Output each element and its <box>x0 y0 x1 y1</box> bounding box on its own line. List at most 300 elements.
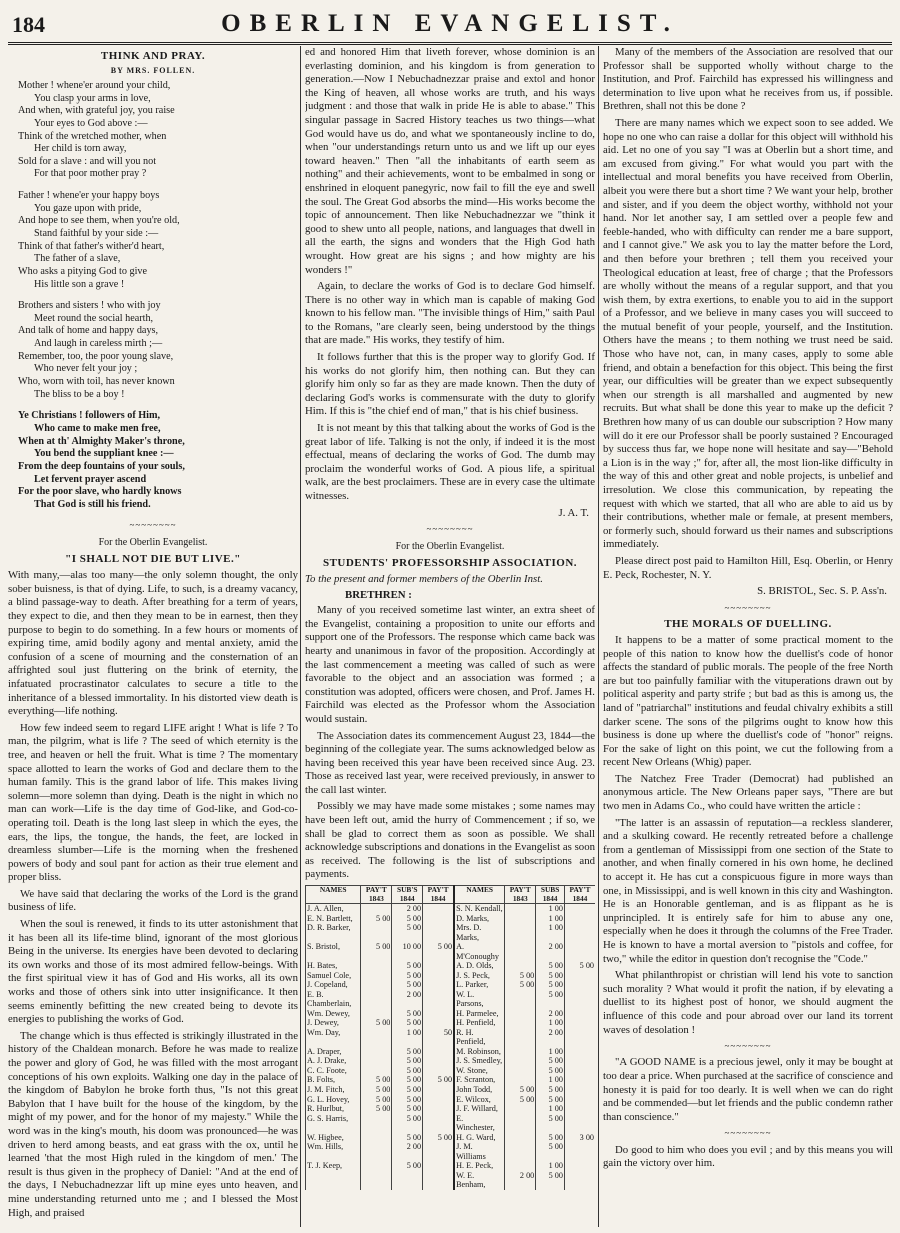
table-cell <box>505 1142 536 1161</box>
table-cell: 5 00 <box>505 1095 536 1105</box>
table-cell: 5 00 <box>361 914 392 924</box>
table-row <box>306 914 596 924</box>
table-cell: D. Marks, <box>454 914 505 924</box>
poem-line: Her child is torn away, <box>34 143 127 155</box>
masthead <box>8 8 892 45</box>
article1-credit: For the Oberlin Evangelist. <box>98 536 208 548</box>
paragraph: It is not meant by this that talking about the works of God is the great labor of life. Talking is not the only, if indeed it is the most effectual, means of declaring the works of God. The dumb may proclaim the wonderful works of God. A pious life, a spiritual walk, are the best proclaimers. These are in every case the ultimate witnesses. <box>305 422 595 502</box>
subscriptions-table-body <box>306 904 596 1190</box>
table-cell: 2 00 <box>392 1142 423 1161</box>
table-cell: J. A. Allen, <box>306 904 361 914</box>
table-cell <box>505 1161 536 1171</box>
table-cell <box>361 1066 392 1076</box>
table-cell <box>505 1047 536 1057</box>
table-cell <box>564 1075 595 1085</box>
table-cell: 1 00 <box>536 1104 565 1114</box>
article3-title: THE MORALS OF DUELLING. <box>664 618 832 631</box>
poem-line: You clasp your arms in love, <box>34 92 151 104</box>
table-cell <box>423 1085 454 1095</box>
table-cell: 5 00 <box>536 971 565 981</box>
table-cell: W. L. Parsons, <box>454 990 505 1009</box>
table-cell: 5 00 <box>536 961 565 971</box>
table-cell: J. S. Smedley, <box>454 1056 505 1066</box>
table-cell: 5 00 <box>536 1085 565 1095</box>
table-cell: 5 00 <box>392 971 423 981</box>
table-cell: 5 00 <box>505 980 536 990</box>
table-cell: A. D. Olds, <box>454 961 505 971</box>
table-cell: 5 00 <box>423 942 454 961</box>
table-cell <box>361 1056 392 1066</box>
table-cell: E. B. Chamberlain, <box>306 990 361 1009</box>
table-cell <box>361 980 392 990</box>
table-cell <box>361 923 392 942</box>
table-cell: 5 00 <box>505 1085 536 1095</box>
table-cell <box>505 1133 536 1143</box>
table-cell <box>564 1066 595 1076</box>
column-header: PAY'T 1843 <box>505 886 536 904</box>
table-cell <box>505 942 536 961</box>
article2-greeting: To the present and former members of the Oberlin Inst. <box>305 572 543 585</box>
table-cell <box>423 1056 454 1066</box>
table-cell <box>564 1009 595 1019</box>
column-header: SUB'S 1844 <box>392 886 423 904</box>
table-cell: R. H. Penfield, <box>454 1028 505 1047</box>
table-cell <box>564 1047 595 1057</box>
table-cell: 3 00 <box>564 1133 595 1143</box>
table-cell <box>564 1114 595 1133</box>
table-cell <box>423 961 454 971</box>
paragraph: It happens to be a matter of some practical moment to the people of this nation to know how the duellist's code of honor affects the standard of public morals. The people of the free North are but too painfully familiar with the vituperations drawn out by political asperity and party strife ; but bad as this is among us, the land of "patriarchal" institutions and feudal chivalry exhibits a still darker scene. The sons of the pilgrims ought to know how this business is done up where the duellist's code of "honor" reigns. For the sake of light on this point, we cut the following from a recent New Orleans (Whig) paper. <box>603 633 893 769</box>
table-cell: 5 00 <box>392 1161 423 1171</box>
table-cell <box>505 1066 536 1076</box>
article2-title: STUDENTS' PROFESSORSHIP ASSOCIATION. <box>322 557 578 570</box>
paragraph: What philanthropist or christian will lend his vote to sanction such morality ? What would it profit the nation, if by elevating a duellist to its highest post of honor, we should augment the influence of this code and pour abroad over our land its torrent waves of desolation ! <box>603 969 893 1036</box>
table-cell <box>564 1028 595 1047</box>
table-cell <box>361 1009 392 1019</box>
table-cell: 5 00 <box>392 1095 423 1105</box>
table-cell: 5 00 <box>392 1133 423 1143</box>
paragraph: Please direct post paid to Hamilton Hill, Esq. Oberlin, or Henry E. Peck, Rochester, N. Y. <box>603 554 893 581</box>
table-cell: 2 00 <box>392 904 423 914</box>
table-row <box>306 961 596 971</box>
table-cell <box>361 904 392 914</box>
table-cell: A. Draper, <box>306 1047 361 1057</box>
poem-line: You gaze upon with pride, <box>34 202 142 214</box>
poem-line: That God is still his friend. <box>34 498 151 510</box>
column-3 <box>603 46 893 1227</box>
table-row <box>306 1085 596 1095</box>
paragraph: "The latter is an assassin of reputation—a reckless slanderer, and a skulking coward. He recently retreated before a challenge from a gentleman of Mississippi from one section of the State to another, and when finally cornered in his own home, he declined to accept it. He has cut a conspicuous figure in more ways than one, in Mississippi, and is well known in this city and Washington. He is an Honorable gentleman, and is as flippant as he is unprincipled. It is entirely safe for him to abuse any one, especially when he does it through the columns of the Free Trader. He is known to have a mortal aversion to "pistols and coffee, for two," while the editor in question don't recognise the "Code." <box>603 816 893 965</box>
table-cell <box>564 990 595 1009</box>
table-cell: 1 00 <box>536 1018 565 1028</box>
poem-line: His little son a grave ! <box>34 278 125 290</box>
table-cell <box>423 1161 454 1171</box>
table-row <box>306 1142 596 1161</box>
table-cell: W. Higbee, <box>306 1133 361 1143</box>
subscriptions-table <box>305 885 595 1190</box>
table-cell: 5 00 <box>423 1075 454 1085</box>
poem-line: And hope to see them, when you're old, <box>18 215 180 227</box>
table-cell <box>423 1104 454 1114</box>
table-cell <box>505 961 536 971</box>
table-cell <box>564 1142 595 1161</box>
poem-line: When at th' Almighty Maker's throne, <box>18 435 185 447</box>
table-row <box>306 980 596 990</box>
table-cell: Wm. Hills, <box>306 1142 361 1161</box>
poem-line: Who asks a pitying God to give <box>18 265 148 277</box>
table-cell: 1 00 <box>536 1161 565 1171</box>
poem-title: THINK AND PRAY. <box>100 50 206 62</box>
table-cell: 5 00 <box>392 1114 423 1133</box>
table-cell <box>423 1066 454 1076</box>
table-cell <box>505 1018 536 1028</box>
table-cell: 5 00 <box>536 1171 565 1190</box>
table-cell <box>423 1018 454 1028</box>
table-cell <box>564 1095 595 1105</box>
table-cell <box>505 1075 536 1085</box>
table-cell: 5 00 <box>392 980 423 990</box>
poem-line: Your eyes to God above :— <box>34 117 148 129</box>
poem-line: Meet round the social hearth, <box>34 312 154 324</box>
table-cell <box>361 1028 392 1047</box>
newspaper-title: OBERLIN EVANGELIST. <box>221 10 679 37</box>
table-cell <box>423 1171 454 1190</box>
table-cell: Mrs. D. Marks, <box>454 923 505 942</box>
separator: ~~~~~~~~ <box>426 524 474 535</box>
separator: ~~~~~~~~ <box>724 1128 772 1139</box>
poem-line: Mother ! whene'er around your child, <box>18 79 171 91</box>
table-cell <box>505 1009 536 1019</box>
table-cell: 5 00 <box>536 980 565 990</box>
table-cell: 1 00 <box>392 1028 423 1047</box>
column-2 <box>305 46 595 1227</box>
table-cell: 1 00 <box>536 1075 565 1085</box>
table-cell: 2 00 <box>536 1028 565 1047</box>
table-cell <box>423 1009 454 1019</box>
table-row <box>306 1075 596 1085</box>
table-cell: 5 00 <box>505 971 536 981</box>
table-cell: B. Folts, <box>306 1075 361 1085</box>
column-1 <box>8 46 298 1227</box>
table-cell: 5 00 <box>361 1104 392 1114</box>
table-cell: J. Dewey, <box>306 1018 361 1028</box>
table-cell: 5 00 <box>423 1133 454 1143</box>
table-cell: 5 00 <box>392 914 423 924</box>
poem-line: You bend the suppliant knee :— <box>34 448 174 460</box>
table-cell: 5 00 <box>361 1018 392 1028</box>
table-row <box>306 904 596 914</box>
article1-title: "I SHALL NOT DIE BUT LIVE." <box>65 553 241 566</box>
column-header: PAY'T 1844 <box>423 886 454 904</box>
column-header: NAMES <box>454 886 505 904</box>
table-cell <box>423 923 454 942</box>
paragraph: ed and honored Him that liveth forever, whose dominion is an everlasting dominion, and his kingdom is from generation to generation.—Now I Nebuchadnezzar praise and extol and honor the King of heaven, all whose works are truth, and his ways judgment : and those that walk in pride He is able to abase." This singular passage in Sacred History teaches us two things—what God would have us do, and what we spontaneously incline to do, when "our understandings return unto us and we lift up our eyes toward heaven." Then "all the inhabitants of earth seem as nothing" and their achievements, wont to be embalmed in song or enshrined in eloquent panegyric, now fail to fill the eye and swell the soul. The Great God absorbs the mind—His works become the topic of announcement. Then like Nebuchadnezzar we "think it good to shew unto all people, nations, and languages that dwell in all the earth, the signs and wonders that the High God hath wrought. How great are his signs ; and how mighty are his wonders !" <box>305 46 595 276</box>
table-cell: 5 00 <box>536 1056 565 1066</box>
table-cell <box>505 1114 536 1133</box>
table-cell: 5 00 <box>536 1095 565 1105</box>
table-cell: 50 <box>423 1028 454 1047</box>
paragraph: With many,—alas too many—the only solemn thought, the only sober buisness, is that of dying. Life, to such, is a dreamy vacancy, a blind passage-way to death. After breathing for a term of years, they expect to die, and then they mean to be in earnest, then they purpose to begin to do something. In a few hours or moments of expiring time, amid bodily agony and mental anxiety, amid the confusion of a scene of mourning and the consternation of an affrighted soul just fluttering on the brink of eternity, the infatuated procrastinator calculates to secure a title to the inheritance of a blessed immortality. In his distorted view death is everything—life nothing. <box>8 569 298 718</box>
paragraph: The Association dates its commencement August 23, 1844—the beginning of the collegiate year. The sums acknowledged below as having been received this year have been received since Aug. 23. Those as received last year, were received previously, in answer to the call last winter. <box>305 729 595 796</box>
poem-line: And when, with grateful joy, you raise <box>18 105 175 117</box>
table-cell: 1 00 <box>536 914 565 924</box>
table-cell: J. F. Willard, <box>454 1104 505 1114</box>
separator: ~~~~~~~~ <box>724 602 772 613</box>
table-cell: 5 00 <box>361 1095 392 1105</box>
separator: ~~~~~~~~ <box>129 520 177 531</box>
table-cell <box>505 990 536 1009</box>
paragraph: "A GOOD NAME is a precious jewel, only it may be bought at too dear a price. When purchased at the sacrifice of conscience and honesty it is paid for too dearly. It is well when we can do right and be commended—but let friends and the public condemn rather than conscience." <box>603 1056 893 1123</box>
poem-line: The bliss to be a boy ! <box>34 388 125 400</box>
table-cell <box>423 914 454 924</box>
paragraph: We have said that declaring the works of the Lord is the grand business of life. <box>8 887 298 914</box>
table-cell: R. Hurlbut, <box>306 1104 361 1114</box>
column-rule-1 <box>300 46 301 1227</box>
table-cell: H. Parmelee, <box>454 1009 505 1019</box>
table-cell <box>361 990 392 1009</box>
poem-stanza <box>8 410 298 511</box>
table-cell: 5 00 <box>361 942 392 961</box>
table-cell: 5 00 <box>564 961 595 971</box>
table-cell: E. Winchester, <box>454 1114 505 1133</box>
table-cell <box>423 1047 454 1057</box>
table-cell <box>423 990 454 1009</box>
table-cell: T. J. Keep, <box>306 1161 361 1171</box>
poem-line: For the poor slave, who hardly knows <box>18 486 182 498</box>
table-cell: 2 00 <box>392 990 423 1009</box>
poem-line: Who, worn with toil, has never known <box>18 376 175 388</box>
table-cell <box>564 904 595 914</box>
table-cell: H. E. Peck, <box>454 1161 505 1171</box>
table-cell: 2 00 <box>505 1171 536 1190</box>
poem-stanzas <box>8 80 298 512</box>
table-header-row <box>306 886 596 904</box>
table-row <box>306 990 596 1009</box>
table-row <box>306 1018 596 1028</box>
table-cell: 5 00 <box>392 1009 423 1019</box>
table-cell <box>423 1142 454 1161</box>
poem-line: Ye Christians ! followers of Him, <box>18 410 161 422</box>
page-number: 184 <box>12 12 45 37</box>
table-cell: 2 00 <box>536 1009 565 1019</box>
paragraph: Possibly we may have made some mistakes ; some names may have been left out, amid the hurry of Commencement ; if so, we shall be glad to correct them as soon as possible. We shall acknowledge subscriptions and donations in the Evangelist as soon as received. The following is the list of subscriptions and payments. <box>305 800 595 881</box>
table-cell <box>505 923 536 942</box>
poem-line: Think of that father's wither'd heart, <box>18 240 165 252</box>
table-cell <box>505 904 536 914</box>
table-cell <box>505 1028 536 1047</box>
table-cell: H. G. Ward, <box>454 1133 505 1143</box>
separator: ~~~~~~~~ <box>724 1041 772 1052</box>
paragraph: Many of the members of the Association are resolved that our Professor shall be supported wholly without charge to the Institution, and Prof. Fairchild has expressed his willingness and determination to live upon what he receives from us, if possible. Brethren, shall not this be done ? <box>603 46 893 113</box>
table-row <box>306 1114 596 1133</box>
table-cell: 5 00 <box>536 1066 565 1076</box>
table-row <box>306 1066 596 1076</box>
table-cell <box>361 1114 392 1133</box>
column-header: NAMES <box>306 886 361 904</box>
table-cell <box>361 1171 392 1190</box>
table-cell: 5 00 <box>392 923 423 942</box>
table-row <box>306 1095 596 1105</box>
table-cell: 5 00 <box>392 1075 423 1085</box>
poem-line: Who came to make men free, <box>34 422 161 434</box>
table-cell <box>361 961 392 971</box>
table-cell: 5 00 <box>536 1142 565 1161</box>
table-cell: 5 00 <box>392 1066 423 1076</box>
table-cell <box>423 1095 454 1105</box>
table-cell <box>423 980 454 990</box>
paragraph: The Natchez Free Trader (Democrat) had published an anonymous article. The New Orleans paper says, "There are but two men in Adams Co., who could have written the article : <box>603 772 893 813</box>
table-row <box>306 942 596 961</box>
table-cell: 1 00 <box>536 904 565 914</box>
table-cell <box>361 971 392 981</box>
table-cell <box>361 1133 392 1143</box>
table-row <box>306 1161 596 1171</box>
table-cell: D. R. Barker, <box>306 923 361 942</box>
poem-line: And talk of home and happy days, <box>18 325 159 337</box>
table-cell: 1 00 <box>536 1047 565 1057</box>
poem-line: The father of a slave, <box>34 253 121 265</box>
paragraph: How few indeed seem to regard LIFE aright ! What is life ? To man, the pilgrim, what is life ? The seed of which eternity is the tree, and heaven or hell the fruit. What is time ? The momentary space allotted to learn the works of God and declare them to the human family. This is the grand labor of life. This makes living solemn—more solemn than dying. Death is the night in which no man can work—Life is the day time of God-like, and God-co-operating toil. Death is the long last sleep in which the eyes, the ears, the lips, the tongue, the hands, the feet, are locked in dreamless slumber—Life is the morning when the freshened powers of body and soul pant for action as their true element and proper bliss. <box>8 721 298 884</box>
table-cell <box>361 1142 392 1161</box>
table-cell: Samuel Cole, <box>306 971 361 981</box>
table-row <box>306 1009 596 1019</box>
table-cell <box>564 1104 595 1114</box>
table-cell: C. C. Foote, <box>306 1066 361 1076</box>
table-cell <box>564 923 595 942</box>
article2-salutation: BRETHREN : <box>345 588 412 601</box>
table-cell: H. Penfield, <box>454 1018 505 1028</box>
table-cell <box>564 942 595 961</box>
table-cell: 5 00 <box>536 1133 565 1143</box>
table-cell: 2 00 <box>536 942 565 961</box>
poem-line: Who never felt your joy ; <box>34 363 138 375</box>
poem-line: Let fervent prayer ascend <box>34 473 147 485</box>
poem-line: For that poor mother pray ? <box>34 168 147 180</box>
paragraph: It follows further that this is the proper way to glorify God. If his works do not glorify him, then nothing can. But they can glorify him only so far as they are made known. Then the duty of declaring God's works is commensurate with the duty to glorify Him. If this is "the chief end of man," that is his chief business. <box>305 351 595 418</box>
table-cell: G. S. Harris, <box>306 1114 361 1133</box>
table-cell: John Todd, <box>454 1085 505 1095</box>
table-cell: 1 00 <box>536 923 565 942</box>
poem-line: Remember, too, the poor young slave, <box>18 350 174 362</box>
table-cell: 5 00 <box>392 1104 423 1114</box>
table-cell <box>505 914 536 924</box>
table-cell <box>361 1161 392 1171</box>
poem-line: Father ! whene'er your happy boys <box>18 190 160 202</box>
paragraph: Do good to him who does you evil ; and by this means you will gain the victory over him. <box>603 1143 893 1170</box>
table-cell <box>564 971 595 981</box>
table-cell <box>361 1047 392 1057</box>
table-cell: 5 00 <box>392 1056 423 1066</box>
table-row <box>306 971 596 981</box>
table-cell: Wm. Dewey, <box>306 1009 361 1019</box>
poem-stanza <box>8 80 298 181</box>
table-cell <box>564 1056 595 1066</box>
article2-credit: For the Oberlin Evangelist. <box>395 540 505 552</box>
poem-stanza <box>8 190 298 291</box>
paragraph: There are many names which we expect soon to see added. We hope no one who can raise a dollar for this object will withhold his aid. Let no one of you say "I was at Oberlin but a short time, and am excused from giving." For what would you part with the intellectual and moral benefits you have received from Oberlin, albeit you were there but a short time ? We want your help, brother and sister, and if you deem the object worthy, withhold not your hand. Nor let another say, I am settled over a people few and feeble-handed, who with difficulty can render me a bare support, and I cannot give." We ask you to lay the matter before the Lord, and then before your brethren ; tell them you received your Theological education at least, free of charge ; that the Professors are wholly without the means of a regular support, and that you wish them, by extra exertions, to enable you to aid in the support of a Professor, and we believe in many cases you will succeed to the mutual benefit of your people, yourself, and the Institution. Others have the means ; to them nothing we trust need be said. Those who have not, can, in many cases, apply to some able friend, and obtain a benefaction for this object. This being the first year, our difficulties will be greater than we expect subsequently when our strength is all marshalled and augmented by new recruits. But what shall be done this year to make up the deficit ? Brethren how many of us can double our subscription ? How many will do it ere our Professor shall be poorly sustained ? Encouraged by success thus far, we hope none will hesitate and say—"Behold a Lion is in the way ;" for, after all, the most lion-like difficulty in the way of this and other great and noble projects, is unbelief and irresolution. We close this communication, by repeating the request with which we started, that all who are able to aid us by their contributions, whether male or female, at present members, or formerly such, should forward us their names and subscriptions immediately. <box>603 116 893 551</box>
table-row <box>306 1104 596 1114</box>
table-row <box>306 1133 596 1143</box>
table-row <box>306 923 596 942</box>
table-cell <box>505 1056 536 1066</box>
poem-line: Sold for a slave : and will you not <box>18 155 157 167</box>
table-cell: A. J. Drake, <box>306 1056 361 1066</box>
table-cell: Wm. Day, <box>306 1028 361 1047</box>
table-row <box>306 1028 596 1047</box>
paragraph: Many of you received sometime last winter, an extra sheet of the Evangelist, containing a proposition to unite our efforts and support one of the Professors. The response which came back was hearty and unanimous in favor of the proposition. Accordingly at the last commencement a meeting was called of such as were favorable to the object and an association was formed ; a constitution was adopted, officers were chosen, and Prof. James H. Fairchild was elected as the Professor whom the Association would sustain. <box>305 604 595 725</box>
table-cell: J. Copeland, <box>306 980 361 990</box>
table-cell <box>423 971 454 981</box>
paragraph: The change which is thus effected is strikingly illustrated in the history of the Chaldean monarch. Before he was made to realize the power and glory of God, he was filled with the most arrogant conceptions of his own exploits. Walking one day in the palace of the kingdom of Babylon he broke forth thus, "Is not this great Babylon that I have built for the house of the kingdom, by the might of my power, and for the honor of my majesty." While the word was in the king's mouth, his doom was pronounced—he was driven to herd among beasts, and eat grass with the ox, until he learned 'that the most High ruled in the kingdom of men.' The result is thus given in the prophecy of Daniel: "And at the end of the days, I Nebuchadnezzar lift up mine eyes unto heaven, and mine understanding returned unto me ; and I blessed the Most High, and praised <box>8 1029 298 1219</box>
poem-byline: BY MRS. FOLLEN. <box>110 65 196 75</box>
table-cell: W. Stone, <box>454 1066 505 1076</box>
poem-line: Stand faithful by your side :— <box>34 227 159 239</box>
table-cell <box>392 1171 423 1190</box>
table-row <box>306 1047 596 1057</box>
table-cell: J. M. Williams <box>454 1142 505 1161</box>
table-cell <box>564 1161 595 1171</box>
table-cell: 5 00 <box>361 1075 392 1085</box>
table-cell: J. M. Fitch, <box>306 1085 361 1095</box>
table-cell: F. Scranton, <box>454 1075 505 1085</box>
poem-stanza <box>8 300 298 401</box>
table-cell <box>423 904 454 914</box>
table-cell <box>564 1018 595 1028</box>
table-cell: 5 00 <box>536 990 565 1009</box>
column-rule-2 <box>598 46 599 1227</box>
poem-line: Brothers and sisters ! who with joy <box>18 300 161 312</box>
column-header: PAY'T 1843 <box>361 886 392 904</box>
table-cell: E. N. Bartlett, <box>306 914 361 924</box>
table-cell: 5 00 <box>392 1047 423 1057</box>
table-cell <box>306 1171 361 1190</box>
poem-line: Think of the wretched mother, when <box>18 130 167 142</box>
table-cell: 5 00 <box>392 1018 423 1028</box>
article1-signature: J. A. T. <box>558 506 589 519</box>
table-cell: W. E. Benham, <box>454 1171 505 1190</box>
table-cell: S. N. Kendall, <box>454 904 505 914</box>
paragraph: When the soul is renewed, it finds to its utter astonishment that it has been all its life-time blind, ignorant of the most glorious Being in the universe. Its energies have been devoted to declaring its own works and those of its most admired fellow-beings. With the first spiritual view it has of God and His works, all its own works and those of others sink into utter insignificance. It then seems eminently befitting the new created being to devote its energies to publishing the works of God. <box>8 918 298 1026</box>
table-cell: L. Parker, <box>454 980 505 990</box>
table-cell: 10 00 <box>392 942 423 961</box>
table-cell <box>564 980 595 990</box>
table-cell <box>505 1104 536 1114</box>
article2-signature: S. BRISTOL, Sec. S. P. Ass'n. <box>757 585 887 598</box>
table-cell <box>564 1085 595 1095</box>
table-cell: 5 00 <box>536 1114 565 1133</box>
table-cell: A. M'Conoughy <box>454 942 505 961</box>
table-cell: S. Bristol, <box>306 942 361 961</box>
poem-line: From the deep fountains of your souls, <box>18 460 185 472</box>
table-cell: M. Robinson, <box>454 1047 505 1057</box>
table-cell <box>564 1171 595 1190</box>
table-cell: 5 00 <box>392 1085 423 1095</box>
table-cell: E. Wilcox, <box>454 1095 505 1105</box>
poem-line: And laugh in careless mirth ;— <box>34 338 163 350</box>
table-cell: G. L. Hovey, <box>306 1095 361 1105</box>
paragraph: Again, to declare the works of God is to declare God himself. There is no other way in which man is capable of making God known to his fellow man. "The invisible things of Him," saith Paul to the Romans, "are clearly seen, being understood by the things that are made." His works, they testify of him. <box>305 280 595 347</box>
table-row <box>306 1056 596 1066</box>
table-cell <box>423 1114 454 1133</box>
table-cell: 5 00 <box>361 1085 392 1095</box>
column-header: PAY'T 1844 <box>564 886 595 904</box>
column-header: SUBS 1844 <box>536 886 565 904</box>
table-cell <box>564 914 595 924</box>
table-cell: 5 00 <box>392 961 423 971</box>
table-cell: J. S. Peck, <box>454 971 505 981</box>
table-cell: H. Bates, <box>306 961 361 971</box>
table-row <box>306 1171 596 1190</box>
